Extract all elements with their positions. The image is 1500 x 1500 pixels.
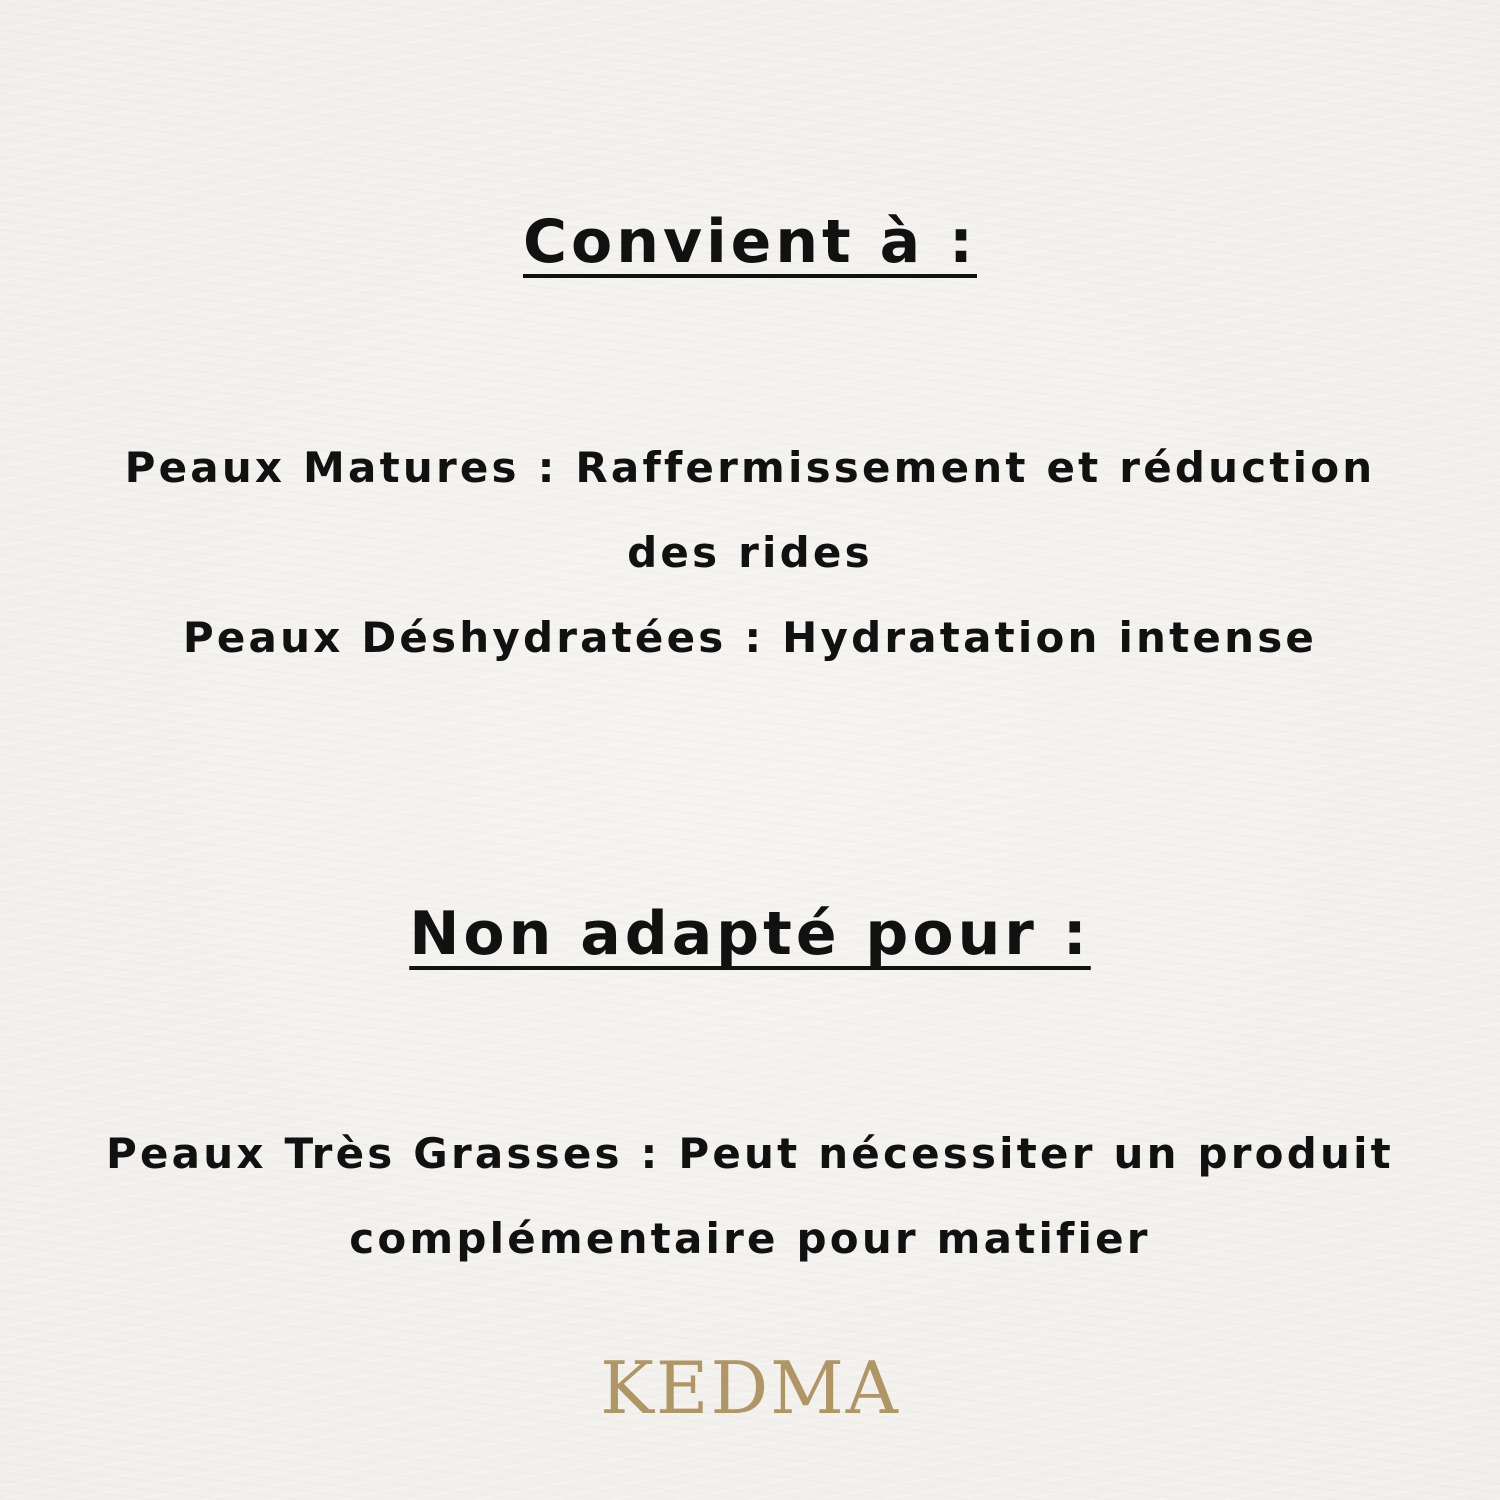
unsuitable-line-oily-skin-continued: complémentaire pour matifier	[349, 1214, 1151, 1263]
unsuitable-heading: Non adapté pour :	[409, 899, 1091, 969]
suitable-list	[20, 425, 1480, 680]
suitable-line-mature-skin-continued: des rides	[627, 528, 873, 577]
suitable-line-mature-skin: Peaux Matures : Raffermissement et réduction	[124, 443, 1376, 492]
unsuitable-line-oily-skin: Peaux Très Grasses : Peut nécessiter un produit	[106, 1129, 1394, 1178]
suitable-line-dehydrated-skin: Peaux Déshydratées : Hydratation intense	[182, 613, 1318, 662]
brand-logo: KEDMA	[600, 1346, 900, 1430]
unsuitable-list	[20, 1111, 1480, 1281]
suitable-heading: Convient à :	[523, 207, 977, 277]
